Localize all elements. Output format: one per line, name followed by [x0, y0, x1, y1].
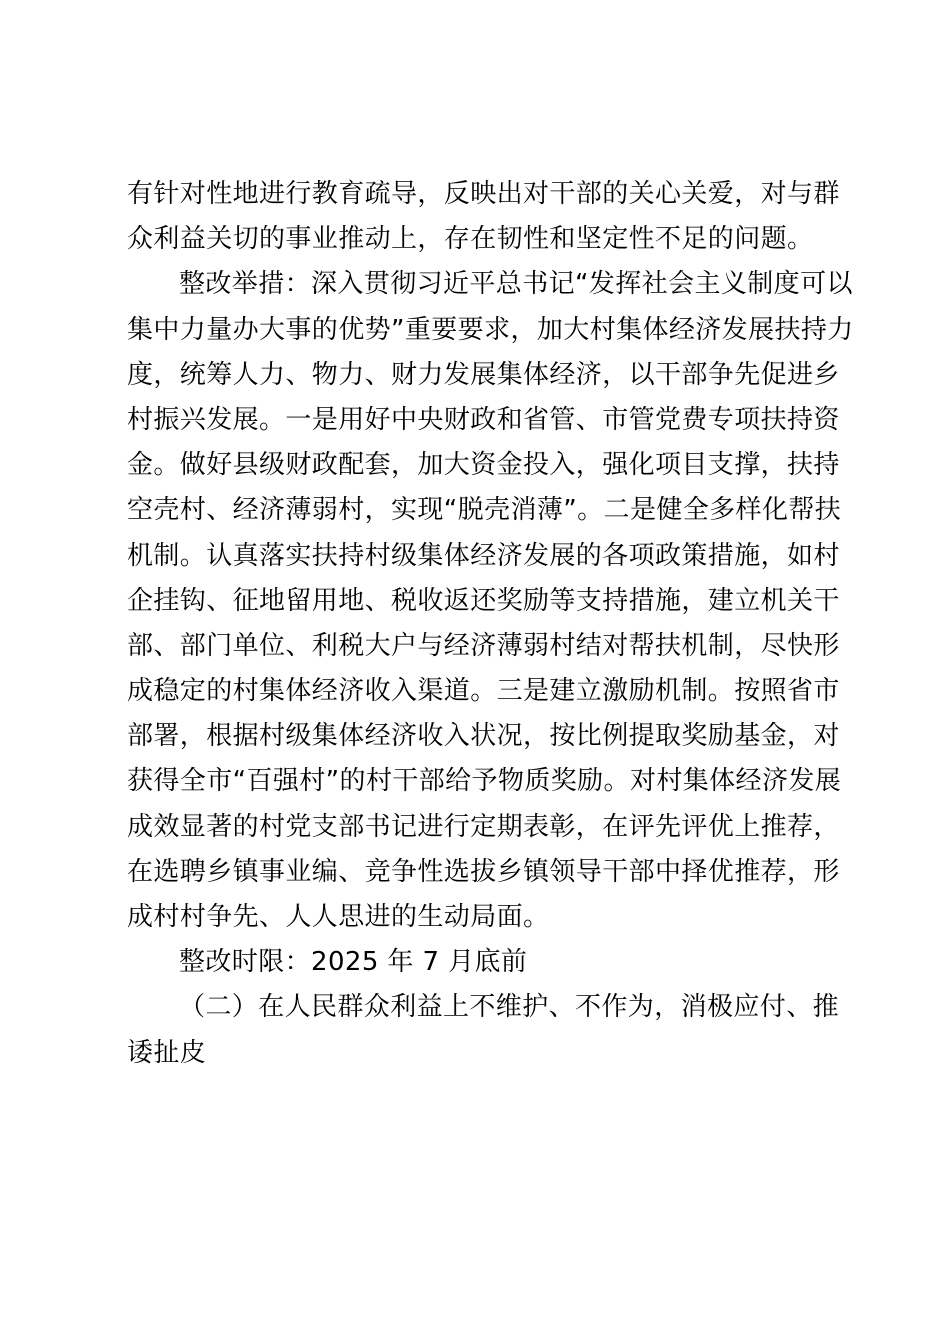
text-line: 机制。认真落实扶持村级集体经济发展的各项政策措施，如村	[127, 540, 840, 571]
text-line: 在选聘乡镇事业编、竞争性选拔乡镇领导干部中择优推荐，形	[127, 856, 840, 887]
text-line: 部、部门单位、利税大户与经济薄弱村结对帮扶机制，尽快形	[127, 630, 840, 661]
text-line: 集中力量办大事的优势”重要要求，加大村集体经济发展扶持力	[127, 314, 854, 345]
paragraph-rectification-measures	[127, 262, 854, 940]
paragraph-deadline	[127, 940, 823, 985]
text-line: 整改举措：深入贯彻习近平总书记“发挥社会主义制度可以	[179, 269, 853, 300]
text-line: 获得全市“百强村”的村干部给予物质奖励。对村集体经济发展	[127, 766, 842, 797]
text-line: 成村村争先、人人思进的生动局面。	[127, 902, 550, 932]
paragraph-continuation	[127, 172, 840, 262]
document-body	[127, 172, 854, 1076]
text-line: 部署，根据村级集体经济收入状况，按比例提取奖励基金，对	[127, 721, 840, 752]
text-line: 度，统筹人力、物力、财力发展集体经济，以干部争先促进乡	[127, 359, 840, 390]
text-line: 诿扯皮	[127, 1037, 207, 1068]
text-line: 村振兴发展。一是用好中央财政和省管、市管党费专项扶持资	[127, 404, 840, 435]
text-line: 企挂钩、征地留用地、税收返还奖励等支持措施，建立机关干	[127, 585, 840, 616]
text-line: 金。做好县级财政配套，加大资金投入，强化项目支撑，扶持	[127, 450, 840, 481]
text-line: 成效显著的村党支部书记进行定期表彰，在评先评优上推荐，	[127, 811, 840, 842]
text-line: 众利益关切的事业推动上，存在韧性和坚定性不足的问题。	[127, 224, 814, 255]
section-heading	[127, 985, 840, 1075]
text-line: 有针对性地进行教育疏导，反映出对干部的关心关爱，对与群	[127, 179, 840, 209]
text-line: （二）在人民群众利益上不维护、不作为，消极应付、推	[179, 992, 840, 1023]
text-line: 整改时限：2025 年 7 月底前	[179, 947, 528, 978]
text-line: 成稳定的村集体经济收入渠道。三是建立激励机制。按照省市	[127, 676, 840, 707]
text-line: 空壳村、经济薄弱村，实现“脱壳消薄”。二是健全多样化帮扶	[127, 495, 842, 526]
